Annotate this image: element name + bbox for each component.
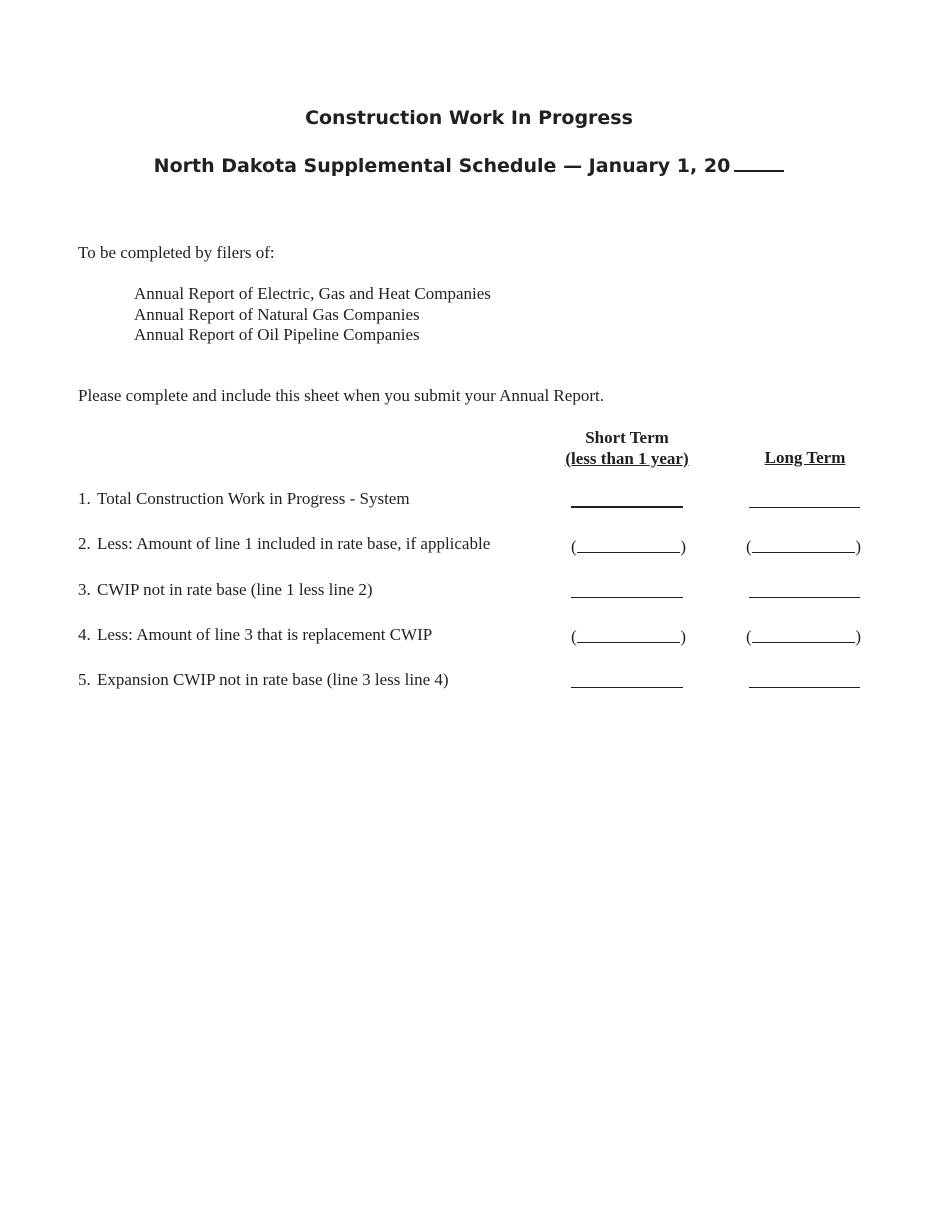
line-4 bbox=[78, 625, 432, 645]
report-item: Annual Report of Electric, Gas and Heat Companies bbox=[134, 284, 491, 303]
subtitle-text: North Dakota Supplemental Schedule — January 1, 20 bbox=[153, 155, 731, 177]
line-4-long-term-field[interactable]: ( ) bbox=[746, 627, 861, 646]
report-list bbox=[134, 284, 491, 346]
page-subtitle bbox=[0, 152, 938, 177]
line-number: 5. bbox=[78, 670, 91, 689]
line-label: Less: Amount of line 3 that is replacement CWIP bbox=[97, 625, 433, 644]
line-5-short-term-field[interactable] bbox=[571, 668, 683, 688]
line-number: 3. bbox=[78, 580, 91, 599]
line-3-long-term-field[interactable] bbox=[749, 578, 860, 598]
line-label: Expansion CWIP not in rate base (line 3 less line 4) bbox=[97, 670, 449, 689]
line-label: CWIP not in rate base (line 1 less line 2) bbox=[97, 580, 373, 599]
intro-text: To be completed by filers of: bbox=[78, 243, 275, 262]
report-item: Annual Report of Natural Gas Companies bbox=[134, 304, 420, 324]
report-item: Annual Report of Oil Pipeline Companies bbox=[134, 325, 420, 344]
line-label: Total Construction Work in Progress - System bbox=[97, 489, 410, 508]
line-5-long-term-field[interactable] bbox=[749, 668, 860, 688]
line-1-long-term-field[interactable] bbox=[749, 488, 860, 508]
line-number: 1. bbox=[78, 489, 91, 508]
line-3 bbox=[78, 580, 373, 600]
page-title: Construction Work In Progress bbox=[305, 107, 633, 129]
column-header-long-term: Long Term bbox=[764, 448, 846, 467]
line-number: 2. bbox=[78, 534, 91, 553]
line-5 bbox=[78, 670, 449, 690]
year-blank[interactable] bbox=[734, 152, 784, 172]
column-header-short-term bbox=[552, 427, 702, 469]
line-2-short-term-field[interactable]: ( ) bbox=[571, 537, 686, 556]
line-1-short-term-field[interactable] bbox=[571, 488, 683, 508]
line-3-short-term-field[interactable] bbox=[571, 578, 683, 598]
line-number: 4. bbox=[78, 625, 91, 644]
short-term-title: Short Term bbox=[585, 428, 669, 447]
line-label: Less: Amount of line 1 included in rate base, if applicable bbox=[97, 534, 491, 553]
short-term-subtitle: (less than 1 year) bbox=[565, 449, 689, 468]
line-2-long-term-field[interactable]: ( ) bbox=[746, 537, 861, 556]
instruction-text: Please complete and include this sheet when you submit your Annual Report. bbox=[78, 386, 604, 405]
line-2 bbox=[78, 534, 490, 554]
line-1 bbox=[78, 489, 410, 509]
line-4-short-term-field[interactable]: ( ) bbox=[571, 627, 686, 646]
